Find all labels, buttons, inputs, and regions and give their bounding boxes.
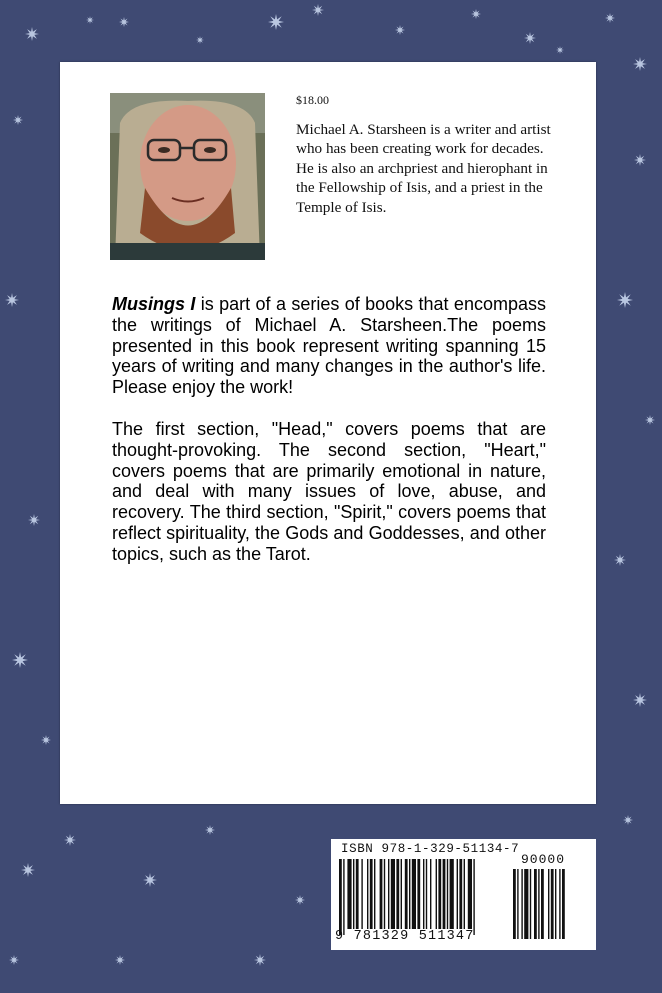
price-bar <box>548 869 549 939</box>
star-1 <box>119 17 129 27</box>
barcode-bar <box>438 859 441 929</box>
barcode-bar <box>391 859 395 929</box>
star-3 <box>312 4 324 16</box>
price-bar <box>538 869 539 939</box>
barcode-bar <box>426 859 427 929</box>
isbn-label: ISBN 978-1-329-51134-7 <box>341 842 520 856</box>
price-bar <box>562 869 565 939</box>
barcode-bar <box>457 859 458 929</box>
barcode-bar <box>447 859 448 929</box>
book-title: Musings I <box>112 294 196 314</box>
barcode-bar <box>423 859 424 929</box>
star-25 <box>115 955 125 965</box>
barcode-bar <box>396 859 399 929</box>
barcode-bar <box>473 859 474 935</box>
description-paragraph-1-text: is part of a series of books that encompass the writings of Michael A. Starsheen.The poems presented in this book represent writing spanning 15 years of writing and many changes in the author's life. Please enjoy the work! <box>112 294 546 398</box>
price-bar <box>534 869 537 939</box>
star-21 <box>64 834 76 846</box>
barcode-bar <box>370 859 373 929</box>
author-photo <box>110 93 265 260</box>
barcode-bar <box>353 859 354 929</box>
barcode-bar <box>388 859 389 929</box>
star-12 <box>41 735 51 745</box>
barcode-bar <box>417 859 420 929</box>
star-10 <box>28 514 40 526</box>
star-6 <box>605 13 615 23</box>
price-bar <box>530 869 531 939</box>
star-26 <box>295 895 305 905</box>
star-27 <box>86 16 94 24</box>
barcode-bar <box>339 859 342 935</box>
description-paragraph-2: The first section, "Head," covers poems that are thought-provoking. The second section, "Heart," covers poems that are primarily emotional in nature, and deal with many issues of love, abuse, and recovery. The third section, "Spirit," covers poems that reflect spirituality, the Gods and Goddesses, and other topics, such as the Tarot. <box>112 419 546 564</box>
barcode-bar <box>384 859 385 929</box>
barcode-bar <box>374 859 375 929</box>
price: $18.00 <box>296 93 329 107</box>
price-bar <box>555 869 556 939</box>
star-2 <box>268 14 284 30</box>
barcode-bar <box>409 859 410 929</box>
barcode-bar <box>459 859 462 929</box>
star-9 <box>5 293 19 307</box>
star-19 <box>633 693 647 707</box>
price-bar <box>551 869 554 939</box>
price-bar <box>521 869 522 939</box>
star-0 <box>25 27 39 41</box>
price-bar <box>541 869 544 939</box>
star-13 <box>21 863 35 877</box>
price-bar <box>559 869 560 939</box>
price-code: 90000 <box>521 852 566 867</box>
barcode-bar <box>380 859 383 929</box>
barcode-bar <box>464 859 465 929</box>
star-8 <box>13 115 23 125</box>
barcode-bar <box>343 859 344 935</box>
star-28 <box>196 36 204 44</box>
star-22 <box>143 873 157 887</box>
star-11 <box>12 652 28 668</box>
barcode-bar <box>405 859 408 929</box>
barcode-bar <box>412 859 416 929</box>
star-29 <box>395 25 405 35</box>
barcode-bar <box>436 859 437 929</box>
star-30 <box>556 46 564 54</box>
barcode-bar <box>468 859 472 929</box>
back-cover-panel <box>60 62 596 804</box>
star-14 <box>9 955 19 965</box>
description-paragraph-1 <box>112 294 546 398</box>
star-4 <box>471 9 481 19</box>
price-bar <box>524 869 528 939</box>
barcode-bar <box>401 859 402 929</box>
star-17 <box>645 415 655 425</box>
star-24 <box>254 954 266 966</box>
barcode-bar <box>347 859 351 929</box>
barcode-bar <box>367 859 368 929</box>
price-bar <box>517 869 518 939</box>
author-bio: Michael A. Starsheen is a writer and artist who has been creating work for decades. He is also an archpriest and hierophant in the Fellowship of Isis, and a priest in the Temple of Isis. <box>296 121 551 216</box>
barcode-bar <box>361 859 362 929</box>
star-20 <box>623 815 633 825</box>
barcode-digits: 9 781329 511347 <box>335 929 475 944</box>
star-23 <box>205 825 215 835</box>
barcode-bar <box>430 859 431 929</box>
star-5 <box>524 32 536 44</box>
star-7 <box>633 57 647 71</box>
star-16 <box>617 292 633 308</box>
barcode-bar <box>443 859 446 929</box>
isbn-barcode <box>331 839 596 950</box>
barcode-bar <box>356 859 359 929</box>
barcode-bar <box>450 859 454 929</box>
star-15 <box>634 154 646 166</box>
star-18 <box>614 554 626 566</box>
price-bar <box>513 869 516 939</box>
